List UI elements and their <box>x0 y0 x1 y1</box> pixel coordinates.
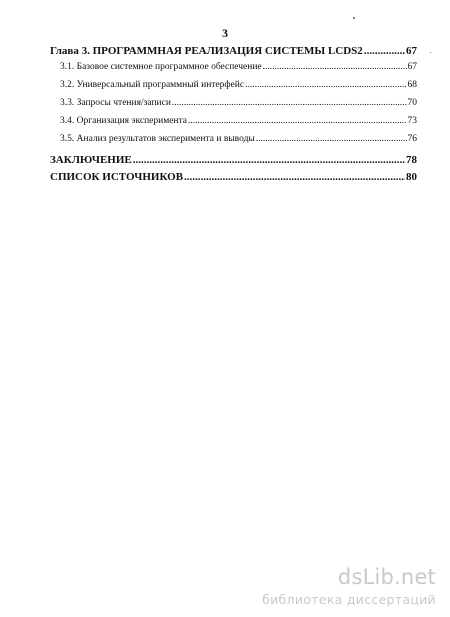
toc-section-3-3 <box>60 99 417 109</box>
toc-entry-page: 80 <box>406 171 417 183</box>
dot-leader <box>263 63 407 73</box>
toc-section-3-5 <box>60 135 417 145</box>
toc-entry-page: 67 <box>407 62 417 72</box>
toc-entry-page: 73 <box>407 116 417 126</box>
toc-entry-page: 68 <box>407 80 417 90</box>
toc-references <box>50 172 417 183</box>
toc-entry-page: 67 <box>406 45 417 57</box>
dot-leader <box>364 46 405 57</box>
scan-speck <box>430 52 431 53</box>
toc-entry-title: 3.1. Базовое системное программное обеспечение <box>60 62 262 72</box>
toc-section-3-2 <box>60 81 417 91</box>
toc-conclusion <box>50 155 417 166</box>
toc-entry-title: 3.3. Запросы чтения/записи <box>60 98 171 108</box>
toc-entry-page: 76 <box>407 134 417 144</box>
toc-entry-title: ЗАКЛЮЧЕНИЕ <box>50 154 132 166</box>
dot-leader <box>188 117 406 127</box>
toc-chapter-3 <box>50 46 417 57</box>
scan-speck <box>353 17 355 19</box>
toc-entry-title: 3.5. Анализ результатов эксперимента и выводы <box>60 134 255 144</box>
toc-entry-title: 3.4. Организация эксперимента <box>60 116 188 126</box>
dot-leader <box>245 81 406 91</box>
toc-entry-page: 78 <box>406 154 417 166</box>
dot-leader <box>256 135 407 145</box>
toc-section-3-1 <box>60 63 417 73</box>
toc-entry-title: 3.2. Универсальный программный интерфейс <box>60 80 245 90</box>
toc-entry-page: 70 <box>407 98 417 108</box>
watermark-tagline: библиотека диссертаций <box>262 592 436 607</box>
toc-entry-title: Глава 3. ПРОГРАММНАЯ РЕАЛИЗАЦИЯ СИСТЕМЫ LCDS2 <box>50 45 363 57</box>
watermark <box>262 567 436 607</box>
toc-entry-title: СПИСОК ИСТОЧНИКОВ <box>50 171 184 183</box>
dot-leader <box>133 155 405 166</box>
dot-leader <box>172 99 407 109</box>
dot-leader <box>184 172 405 183</box>
watermark-brand: dsLib.net <box>337 565 436 589</box>
page-number: 3 <box>222 26 228 40</box>
toc-section-3-4 <box>60 117 417 127</box>
